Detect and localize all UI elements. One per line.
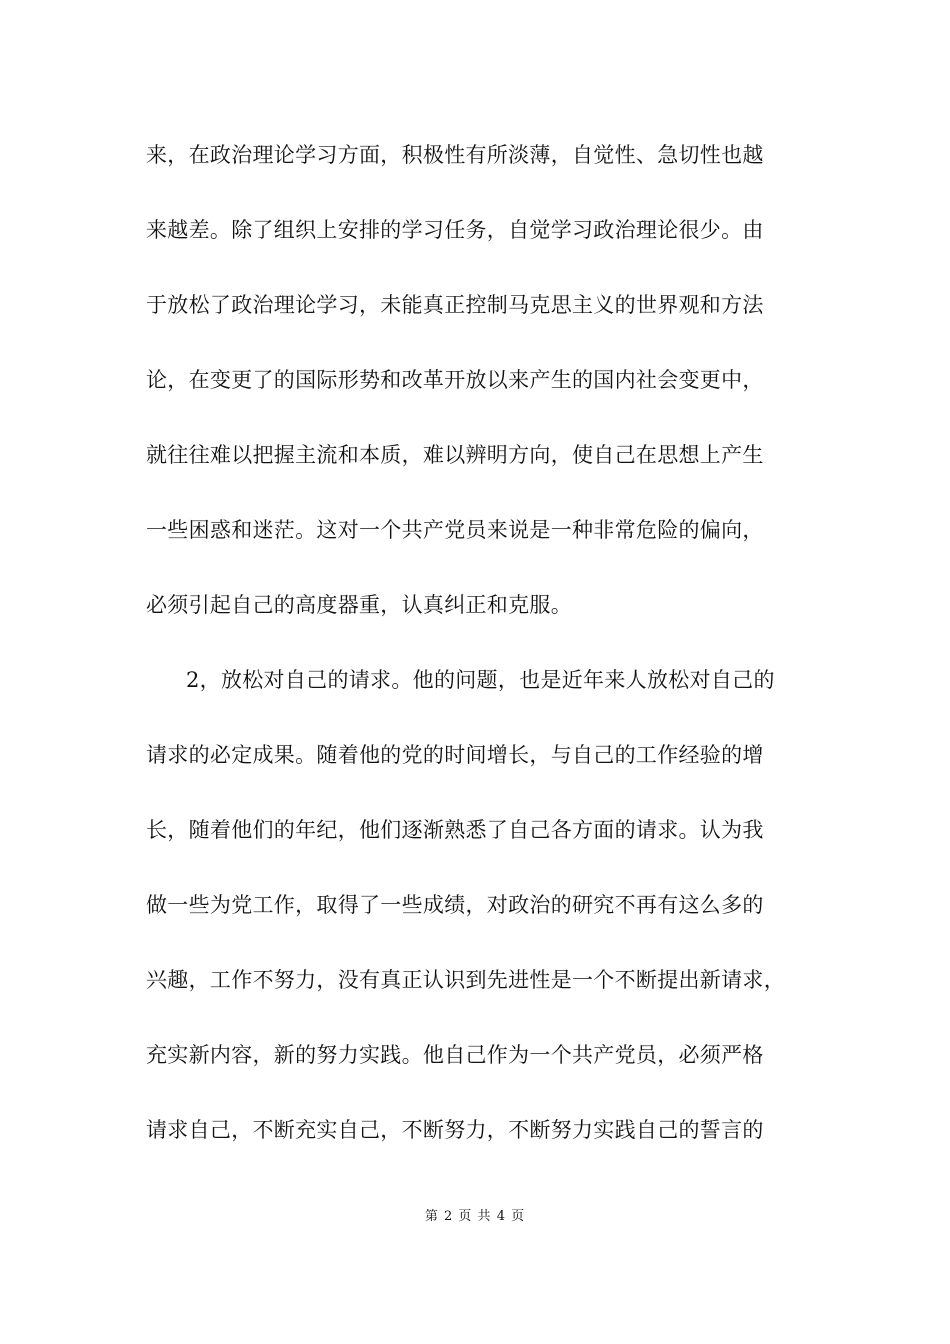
body-line-2: 来越差。除了组织上安排的学习任务，自觉学习政治理论很少。由 (146, 218, 764, 242)
body-line-13: 充实新内容，新的努力实践。他自己作为一个共产党员，必须严格 (146, 1043, 764, 1067)
body-line-7: 必须引起自己的高度器重，认真纠正和克服。 (146, 593, 572, 617)
body-line-3: 于放松了政治理论学习，未能真正控制马克思主义的世界观和方法 (146, 293, 764, 317)
body-line-5: 就往往难以把握主流和本质，难以辨明方向，使自己在思想上产生 (146, 443, 764, 467)
body-line-4: 论，在变更了的国际形势和改革开放以来产生的国内社会变更中， (146, 368, 764, 392)
body-line-12: 兴趣，工作不努力，没有真正认识到先进性是一个不断提出新请求， (146, 968, 785, 992)
body-line-9: 请求的必定成果。随着他的党的时间增长，与自己的工作经验的增 (146, 743, 764, 767)
body-line-6: 一些困惑和迷茫。这对一个共产党员来说是一种非常危险的偏向， (146, 518, 764, 542)
page-footer (0, 1208, 950, 1226)
paragraph-2-first-line: 2，放松对自己的请求。他的问题，也是近年来人放松对自己的 (186, 668, 775, 692)
body-line-1: 来，在政治理论学习方面，积极性有所淡薄，自觉性、急切性也越 (146, 143, 764, 167)
page-number: 第 2 页 共 4 页 (424, 1209, 526, 1224)
body-line-11: 做一些为党工作，取得了一些成绩，对政治的研究不再有这么多的 (146, 893, 764, 917)
body-line-14: 请求自己，不断充实自己，不断努力，不断努力实践自己的誓言的 (146, 1118, 764, 1142)
body-line-10: 长，随着他们的年纪，他们逐渐熟悉了自己各方面的请求。认为我 (146, 818, 764, 842)
